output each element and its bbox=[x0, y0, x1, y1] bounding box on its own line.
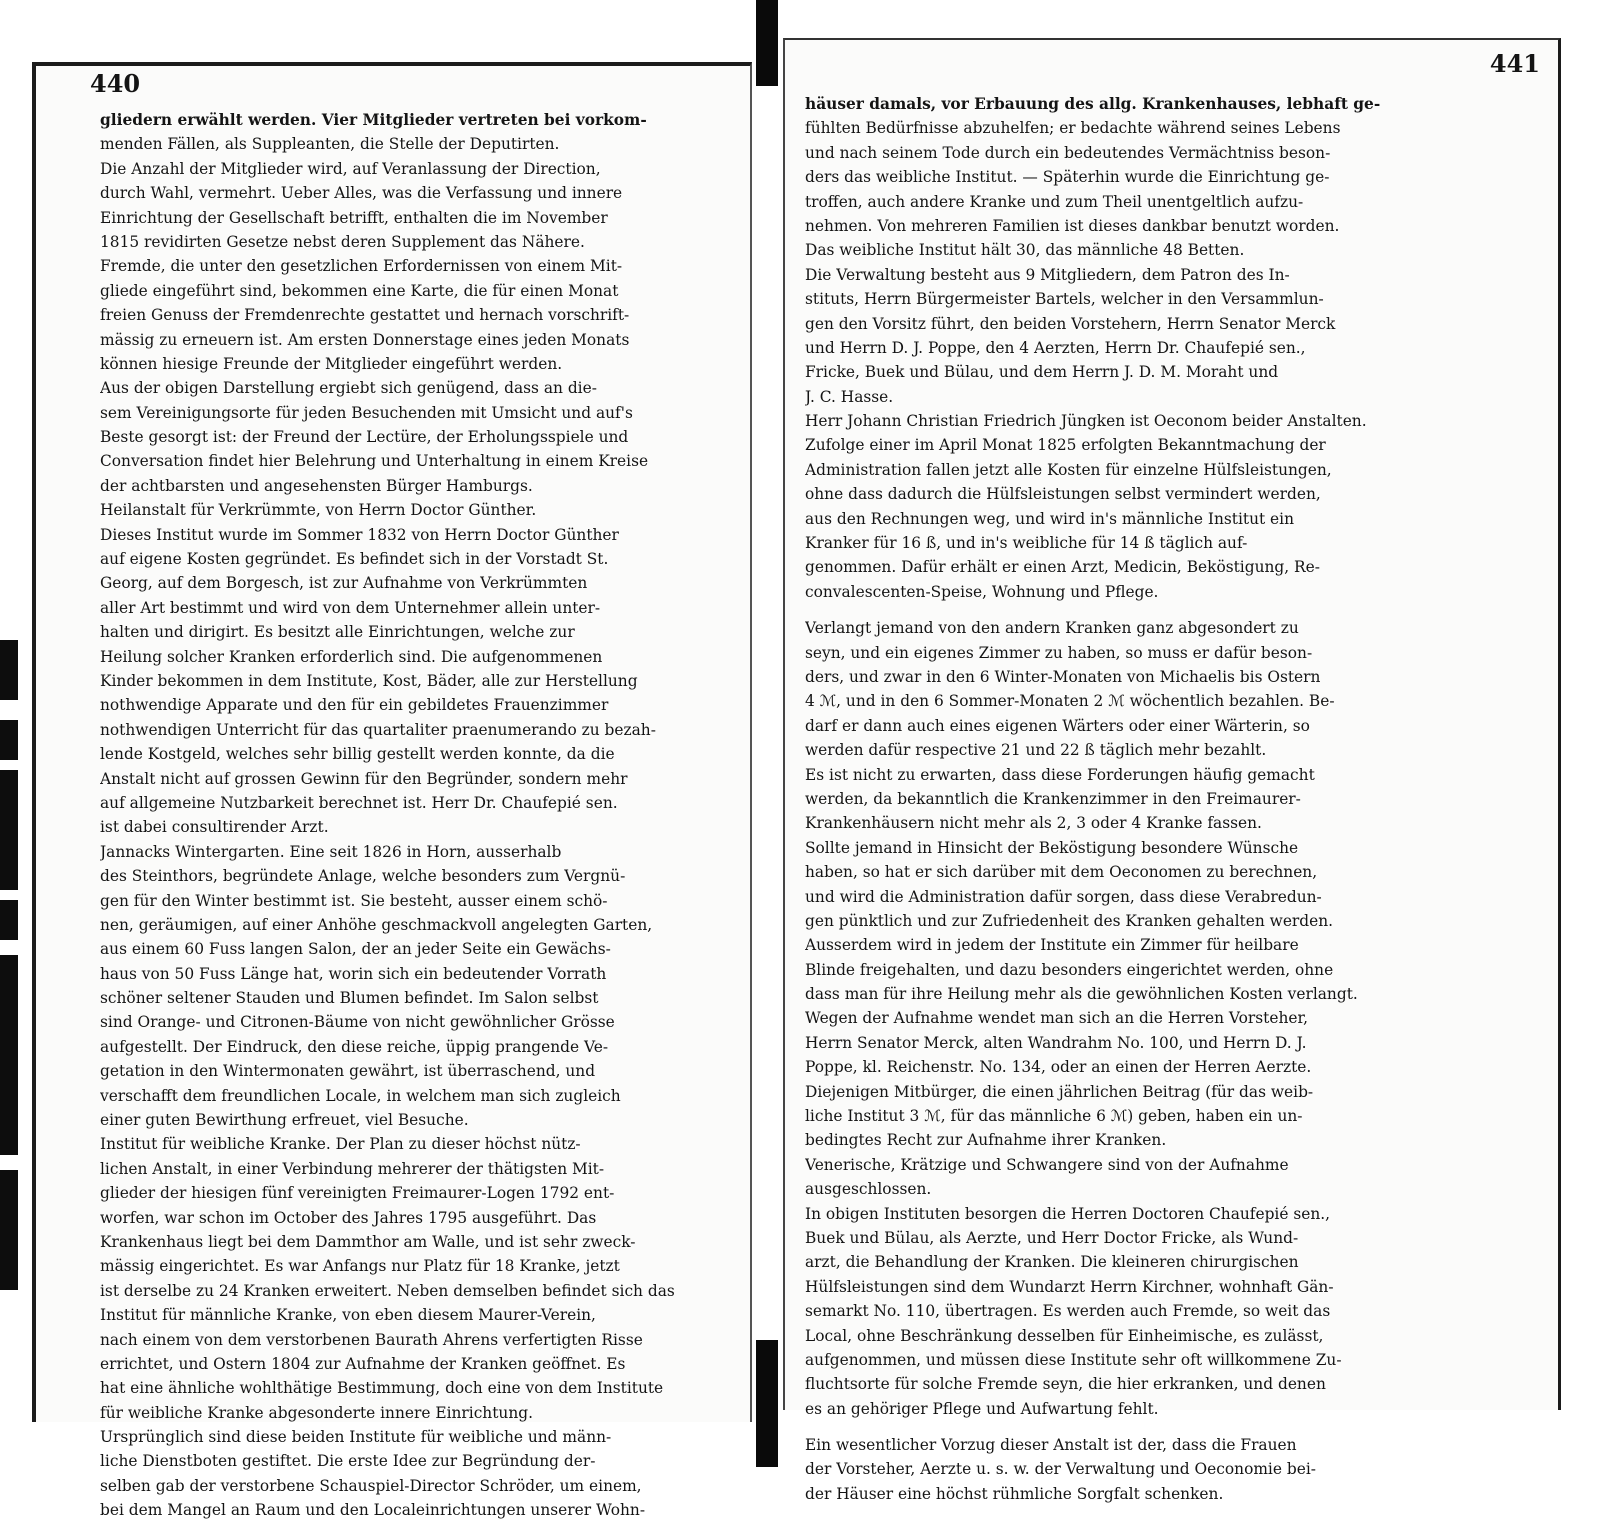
paragraph-gap bbox=[805, 604, 1543, 616]
text-line: gliedern erwählt werden. Vier Mitglieder vertreten bei vorkom- bbox=[100, 111, 647, 129]
left-page bbox=[32, 62, 752, 1520]
text-line: Ursprünglich sind diese beiden Institute für weibliche und männ- bbox=[100, 1428, 612, 1447]
text-line: stituts, Herrn Bürgermeister Bartels, welcher in den Versammlun- bbox=[805, 290, 1324, 309]
left-text-column bbox=[100, 108, 718, 1523]
text-line: und nach seinem Tode durch ein bedeutendes Vermächtniss beson- bbox=[805, 143, 1331, 162]
text-line: der Häuser eine höchst rühmliche Sorgfalt schenken. bbox=[805, 1484, 1224, 1503]
text-line: Zufolge einer im April Monat 1825 erfolgten Bekanntmachung der bbox=[805, 436, 1326, 455]
text-line: aufgestellt. Der Eindruck, den diese reiche, üppig prangende Ve- bbox=[100, 1037, 609, 1056]
text-line: nothwendige Apparate und den für ein gebildetes Frauenzimmer bbox=[100, 696, 609, 715]
text-line: Administration fallen jetzt alle Kosten für einzelne Hülfsleistungen, bbox=[805, 460, 1332, 479]
text-line: errichtet, und Ostern 1804 zur Aufnahme der Kranken geöffnet. Es bbox=[100, 1354, 626, 1373]
text-line: Ausserdem wird in jedem der Institute ein Zimmer für heilbare bbox=[805, 936, 1299, 955]
text-line: aller Art bestimmt und wird von dem Unternehmer allein unter- bbox=[100, 598, 601, 617]
text-line: freien Genuss der Fremdenrechte gestattet und hernach vorschrift- bbox=[100, 306, 630, 325]
text-line: Einrichtung der Gesellschaft betrifft, enthalten die im November bbox=[100, 208, 608, 227]
text-line: sem Vereinigungsorte für jeden Besuchenden mit Umsicht und auf's bbox=[100, 403, 633, 422]
text-line: der Vorsteher, Aerzte u. s. w. der Verwaltung und Oeconomie bei- bbox=[805, 1460, 1316, 1479]
text-line: nach einem von dem verstorbenen Baurath Ahrens verfertigten Risse bbox=[100, 1330, 643, 1349]
text-line: schöner seltener Stauden und Blumen befindet. Im Salon selbst bbox=[100, 989, 599, 1008]
text-line: glieder der hiesigen fünf vereinigten Freimaurer-Logen 1792 ent- bbox=[100, 1184, 615, 1203]
text-line: Die Anzahl der Mitglieder wird, auf Veranlassung der Direction, bbox=[100, 159, 601, 178]
text-line: häuser damals, vor Erbauung des allg. Krankenhauses, lebhaft ge- bbox=[805, 95, 1381, 113]
text-line: selben gab der verstorbene Schauspiel-Director Schröder, um einem, bbox=[100, 1476, 642, 1495]
text-line: worfen, war schon im October des Jahres 1795 ausgeführt. Das bbox=[100, 1208, 597, 1227]
text-line: liche Institut 3 ℳ, für das männliche 6 ℳ) geben, haben ein un- bbox=[805, 1107, 1303, 1126]
text-line: 4 ℳ, und in den 6 Sommer-Monaten 2 ℳ wöchentlich bezahlen. Be- bbox=[805, 692, 1335, 711]
text-line: ist derselbe zu 24 Kranken erweitert. Neben demselben befindet sich das bbox=[100, 1281, 675, 1300]
text-line: Conversation findet hier Belehrung und Unterhaltung in einem Kreise bbox=[100, 452, 649, 471]
text-line: ist dabei consultirender Arzt. bbox=[100, 818, 329, 837]
text-line: dass man für ihre Heilung mehr als die gewöhnlichen Kosten verlangt. bbox=[805, 985, 1358, 1004]
text-line: und Herrn D. J. Poppe, den 4 Aerzten, Herrn Dr. Chaufepié sen., bbox=[805, 338, 1306, 357]
text-line: Herrn Senator Merck, alten Wandrahm No. 100, und Herrn D. J. bbox=[805, 1033, 1307, 1052]
text-line: Es ist nicht zu erwarten, dass diese Forderungen häufig gemacht bbox=[805, 765, 1315, 784]
text-line: nen, geräumigen, auf einer Anhöhe geschmackvoll angelegten Garten, bbox=[100, 915, 653, 934]
text-line: gen den Vorsitz führt, den beiden Vorstehern, Herrn Senator Merck bbox=[805, 314, 1336, 333]
text-line: hat eine ähnliche wohlthätige Bestimmung, doch eine von dem Institute bbox=[100, 1379, 664, 1398]
page-number: 441 bbox=[1489, 49, 1540, 78]
text-line: Fricke, Buek und Bülau, und dem Herrn J. D. M. Moraht und bbox=[805, 363, 1279, 382]
text-line: gen für den Winter bestimmt ist. Sie besteht, ausser einem schö- bbox=[100, 891, 608, 910]
text-line: Poppe, kl. Reichenstr. No. 134, oder an einen der Herren Aerzte. bbox=[805, 1058, 1312, 1077]
text-line: Dieses Institut wurde im Sommer 1832 von Herrn Doctor Günther bbox=[100, 525, 619, 544]
binding-edge bbox=[0, 0, 22, 1467]
text-line: Institut für weibliche Kranke. Der Plan zu dieser höchst nütz- bbox=[100, 1135, 581, 1154]
text-line: aus den Rechnungen weg, und wird in's männliche Institut ein bbox=[805, 509, 1294, 528]
text-line: werden dafür respective 21 und 22 ß täglich mehr bezahlt. bbox=[805, 741, 1267, 760]
text-line: Das weibliche Institut hält 30, das männliche 48 Betten. bbox=[805, 241, 1245, 260]
text-line: Jannacks Wintergarten. Eine seit 1826 in Horn, ausserhalb bbox=[100, 842, 562, 861]
text-line: lichen Anstalt, in einer Verbindung mehrerer der thätigsten Mit- bbox=[100, 1159, 605, 1178]
text-line: sind Orange- und Citronen-Bäume von nicht gewöhnlicher Grösse bbox=[100, 1013, 615, 1032]
text-line: Aus der obigen Darstellung ergiebt sich genügend, dass an die- bbox=[100, 379, 597, 398]
text-line: durch Wahl, vermehrt. Ueber Alles, was die Verfassung und innere bbox=[100, 184, 623, 203]
text-line: semarkt No. 110, übertragen. Es werden auch Fremde, so weit das bbox=[805, 1302, 1331, 1321]
text-line: 1815 revidirten Gesetze nebst deren Supplement das Nähere. bbox=[100, 232, 585, 251]
text-line: aus einem 60 Fuss langen Salon, der an jeder Seite ein Gewächs- bbox=[100, 940, 611, 959]
right-page bbox=[783, 38, 1561, 1503]
text-line: Venerische, Krätzige und Schwangere sind von der Aufnahme bbox=[805, 1155, 1289, 1174]
text-line: fluchtsorte für solche Fremde seyn, die hier erkranken, und denen bbox=[805, 1375, 1326, 1394]
text-line: ausgeschlossen. bbox=[805, 1180, 932, 1199]
text-line: ohne dass dadurch die Hülfsleistungen selbst vermindert werden, bbox=[805, 485, 1321, 504]
text-line: arzt, die Behandlung der Kranken. Die kleineren chirurgischen bbox=[805, 1253, 1299, 1272]
text-line: In obigen Instituten besorgen die Herren Doctoren Chaufepié sen., bbox=[805, 1204, 1331, 1223]
text-line: Buek und Bülau, als Aerzte, und Herr Doctor Fricke, als Wund- bbox=[805, 1228, 1299, 1247]
text-line: Anstalt nicht auf grossen Gewinn für den Begründer, sondern mehr bbox=[100, 769, 628, 788]
text-line: darf er dann auch eines eigenen Wärters oder einer Wärterin, so bbox=[805, 716, 1310, 735]
text-line: des Steinthors, begründete Anlage, welche besonders zum Vergnü- bbox=[100, 867, 626, 886]
text-line: menden Fällen, als Suppleanten, die Stelle der Deputirten. bbox=[100, 135, 560, 154]
paragraph-gap bbox=[805, 1421, 1543, 1433]
text-line: Sollte jemand in Hinsicht der Beköstigung besondere Wünsche bbox=[805, 838, 1299, 857]
text-line: nothwendigen Unterricht für das quartaliter praenumerando zu bezah- bbox=[100, 720, 656, 739]
text-line: troffen, auch andere Kranke und zum Theil unentgeltlich aufzu- bbox=[805, 192, 1304, 211]
text-line: ders, und zwar in den 6 Winter-Monaten von Michaelis bis Ostern bbox=[805, 667, 1321, 686]
text-line: Kranker für 16 ß, und in's weibliche für 14 ß täglich auf- bbox=[805, 534, 1248, 553]
text-line: werden, da bekanntlich die Krankenzimmer in den Freimaurer- bbox=[805, 789, 1301, 808]
text-line: gen pünktlich und zur Zufriedenheit des Kranken gehalten werden. bbox=[805, 911, 1334, 930]
text-line: gliede eingeführt sind, bekommen eine Karte, die für einen Monat bbox=[100, 281, 619, 300]
text-line: Die Verwaltung besteht aus 9 Mitgliedern, dem Patron des In- bbox=[805, 265, 1290, 284]
book-gutter bbox=[752, 0, 783, 1467]
text-line: Krankenhäusern nicht mehr als 2, 3 oder 4 Kranke fassen. bbox=[805, 814, 1262, 833]
text-line: halten und dirigirt. Es besitzt alle Einrichtungen, welche zur bbox=[100, 623, 575, 642]
text-line: Georg, auf dem Borgesch, ist zur Aufnahme von Verkrümmten bbox=[100, 574, 588, 593]
text-line: haus von 50 Fuss Länge hat, worin sich ein bedeutender Vorrath bbox=[100, 964, 607, 983]
text-line: ders das weibliche Institut. — Späterhin wurde die Einrichtung ge- bbox=[805, 168, 1330, 187]
text-line: Fremde, die unter den gesetzlichen Erfordernissen von einem Mit- bbox=[100, 257, 623, 276]
text-line: liche Dienstboten gestiftet. Die erste Idee zur Begründung der- bbox=[100, 1452, 596, 1471]
text-line: convalescenten-Speise, Wohnung und Pflege. bbox=[805, 582, 1159, 601]
text-line: mässig eingerichtet. Es war Anfangs nur Platz für 18 Kranke, jetzt bbox=[100, 1257, 620, 1276]
text-line: können hiesige Freunde der Mitglieder eingeführt werden. bbox=[100, 354, 563, 373]
text-line: der achtbarsten und angesehensten Bürger Hamburgs. bbox=[100, 476, 533, 495]
text-line: getation in den Wintermonaten gewährt, ist überraschend, und bbox=[100, 1062, 596, 1081]
text-line: haben, so hat er sich darüber mit dem Oeconomen zu berechnen, bbox=[805, 863, 1318, 882]
text-line: bedingtes Recht zur Aufnahme ihrer Kranken. bbox=[805, 1131, 1167, 1150]
text-line: Beste gesorgt ist: der Freund der Lectüre, der Erholungsspiele und bbox=[100, 428, 629, 447]
text-line: seyn, und ein eigenes Zimmer zu haben, so muss er dafür beson- bbox=[805, 643, 1313, 662]
page-number: 440 bbox=[90, 69, 141, 98]
text-line: für weibliche Kranke abgesonderte innere Einrichtung. bbox=[100, 1403, 533, 1422]
text-line: mässig zu erneuern ist. Am ersten Donnerstage eines jeden Monats bbox=[100, 330, 630, 349]
text-line: und wird die Administration dafür sorgen, dass diese Verabredun- bbox=[805, 887, 1322, 906]
text-line: Institut für männliche Kranke, von eben diesem Maurer-Verein, bbox=[100, 1306, 596, 1325]
text-line: Herr Johann Christian Friedrich Jüngken ist Oeconom beider Anstalten. bbox=[805, 412, 1367, 431]
text-line: Local, ohne Beschränkung desselben für Einheimische, es zulässt, bbox=[805, 1326, 1324, 1345]
text-line: Blinde freigehalten, und dazu besonders eingerichtet werden, ohne bbox=[805, 960, 1334, 979]
text-line: Verlangt jemand von den andern Kranken ganz abgesondert zu bbox=[805, 619, 1299, 638]
text-line: nehmen. Von mehreren Familien ist dieses dankbar benutzt worden. bbox=[805, 216, 1340, 235]
text-line: genommen. Dafür erhält er einen Arzt, Medicin, Beköstigung, Re- bbox=[805, 558, 1320, 577]
text-line: bei dem Mangel an Raum und den Localeinrichtungen unserer Wohn- bbox=[100, 1501, 646, 1520]
text-line: es an gehöriger Pflege und Aufwartung fehlt. bbox=[805, 1399, 1159, 1418]
text-line: J. C. Hasse. bbox=[805, 387, 894, 406]
text-line: Heilanstalt für Verkrümmte, von Herrn Doctor Günther. bbox=[100, 501, 537, 520]
text-line: auf eigene Kosten gegründet. Es befindet sich in der Vorstadt St. bbox=[100, 550, 609, 569]
text-line: Hülfsleistungen sind dem Wundarzt Herrn Kirchner, wohnhaft Gän- bbox=[805, 1277, 1334, 1296]
text-line: Ein wesentlicher Vorzug dieser Anstalt ist der, dass die Frauen bbox=[805, 1436, 1297, 1455]
text-line: Wegen der Aufnahme wendet man sich an die Herren Vorsteher, bbox=[805, 1009, 1309, 1028]
text-line: fühlten Bedürfnisse abzuhelfen; er bedachte während seines Lebens bbox=[805, 119, 1341, 138]
text-line: lende Kostgeld, welches sehr billig gestellt werden konnte, da die bbox=[100, 745, 615, 764]
right-text-column bbox=[805, 92, 1543, 1506]
text-line: aufgenommen, und müssen diese Institute sehr oft willkommene Zu- bbox=[805, 1350, 1342, 1369]
text-line: Heilung solcher Kranken erforderlich sind. Die aufgenommenen bbox=[100, 647, 603, 666]
text-line: verschafft dem freundlichen Locale, in welchem man sich zugleich bbox=[100, 1086, 621, 1105]
text-line: auf allgemeine Nutzbarkeit berechnet ist. Herr Dr. Chaufepié sen. bbox=[100, 793, 618, 812]
text-line: einer guten Bewirthung erfreuet, viel Besuche. bbox=[100, 1111, 469, 1130]
text-line: Krankenhaus liegt bei dem Dammthor am Walle, und ist sehr zweck- bbox=[100, 1232, 636, 1251]
text-line: Kinder bekommen in dem Institute, Kost, Bäder, alle zur Herstellung bbox=[100, 671, 638, 690]
text-line: Diejenigen Mitbürger, die einen jährlichen Beitrag (für das weib- bbox=[805, 1082, 1314, 1101]
